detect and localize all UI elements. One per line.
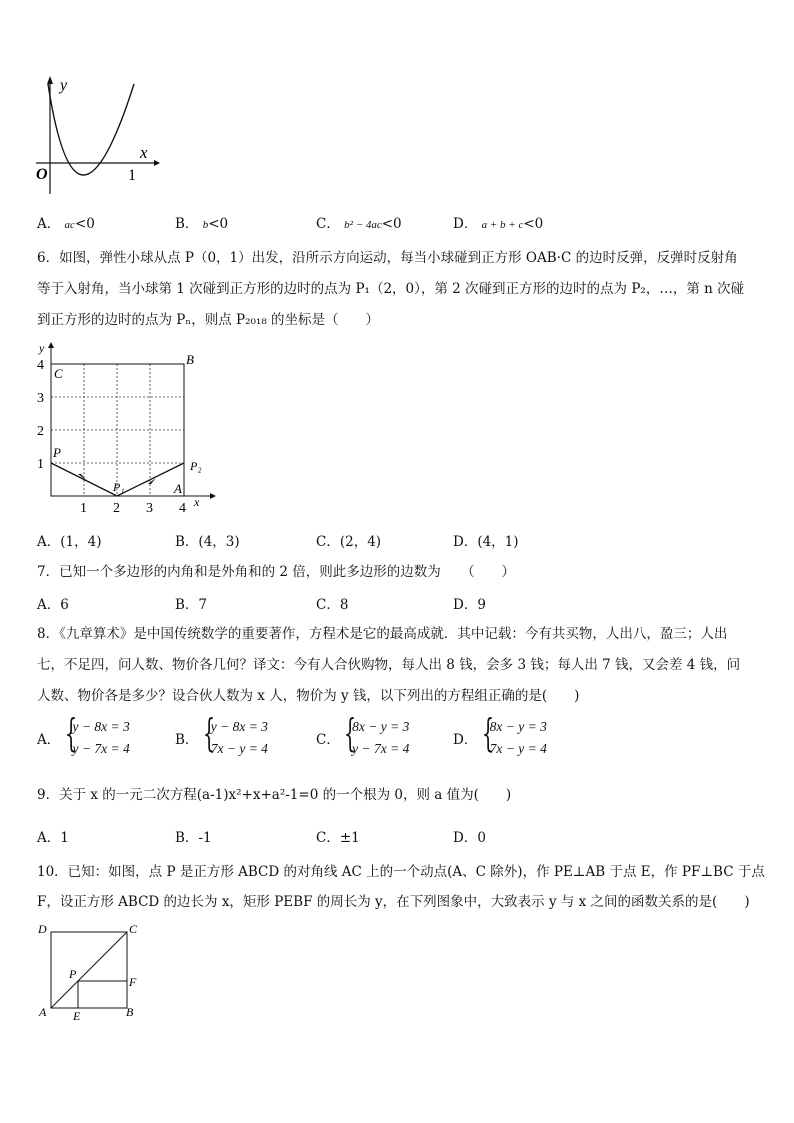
q6-stem-line-2: 等于入射角，当小球第 1 次碰到正方形的边时的点为 P₁（2，0），第 2 次碰到正方形的边时的点为 P₂，…，第 n 次碰 [37,281,745,297]
equation-1: y − 8x = 3 [210,719,268,734]
q7-option-a[interactable] [37,593,69,613]
option-letter: A． [37,732,61,748]
q7-option-c[interactable] [316,593,348,613]
q6-grid [51,364,184,496]
q10-label-e: E [73,1009,81,1023]
q6-label-p1: P₁ [113,480,125,494]
option-letter: B． [175,216,199,232]
q8-stem-line-2: 七，不足四，问人数、物价各几何？译文：今有人合伙购物，每人出 8 钱，会多 3 钱；每人出 7 钱，又会差 4 钱，问 [37,657,741,673]
equation-2: 7x − y = 4 [489,741,547,756]
option-letter: C． [316,830,340,846]
q8-option-a[interactable] [37,711,130,760]
equation-system: { 8x − y = 3 y − 7x = 4 [344,716,409,760]
q6-y-arrow [48,342,54,348]
q9-option-a[interactable] [37,826,69,846]
option-rel: <0 [523,216,544,232]
option-letter: C． [316,597,340,613]
q5-origin-label: O [36,166,48,183]
q6-label-b: B [186,352,194,367]
option-letter: C． [316,732,340,748]
option-letter: A． [37,597,61,613]
q10-rect-pebf [78,981,127,1008]
option-expr: ac [64,219,75,231]
equation-1: 8x − y = 3 [489,719,547,734]
q10-label-f: F [129,975,137,989]
q5-option-c[interactable] [316,212,402,232]
option-letter: D． [453,216,478,232]
q6-label-p: P [53,445,61,460]
q6-y-tick-3: 3 [37,391,44,406]
option-text: 9 [477,597,486,613]
option-expr: b² − 4ac [344,219,382,231]
option-letter: D． [453,597,478,613]
equation-1: y − 8x = 3 [72,719,130,734]
q6-x-label: x [194,495,200,509]
q7-option-d[interactable] [453,593,486,613]
q5-x-arrow [154,160,160,166]
equation-system: { y − 8x = 3 7x − y = 4 [203,716,268,760]
q5-option-d[interactable] [453,212,543,232]
option-letter: A． [37,534,61,550]
equation-1: 8x − y = 3 [352,719,410,734]
q8-stem-line-3: 人数、物价各是多少？设合伙人数为 x 人，物价为 y 钱，以下列出的方程组正确的是( ) [37,688,580,704]
q5-y-arrow [47,76,53,84]
q9-option-c[interactable] [316,826,360,846]
equation-system: { 8x − y = 3 7x − y = 4 [482,716,547,760]
option-text: 7 [198,597,208,613]
q9-option-b[interactable] [175,826,212,846]
q6-y-tick-4: 4 [37,358,44,373]
q6-y-tick-2: 2 [37,424,44,439]
q10-label-c: C [129,922,138,936]
q6-square-figure [30,338,220,518]
option-text: -1 [198,830,212,846]
q6-stem-line-1: 6．如图，弹性小球从点 P（0，1）出发，沿所示方向运动，每当小球碰到正方形 OAB·C 的边时反弹，反弹时反射角 [37,250,738,266]
q10-stem-line-2: F，设正方形 ABCD 的边长为 x，矩形 PEBF 的周长为 y，在下列图象中，大致表示 y 与 x 之间的函数关系的是( ) [37,894,750,910]
q5-parabola-graph [36,76,160,196]
q6-x-tick-4: 4 [179,501,186,516]
q6-option-a[interactable] [37,530,101,550]
option-expr: b [202,219,209,231]
option-text: 1 [60,830,69,846]
q6-option-b[interactable] [175,530,240,550]
q10-label-d: D [38,922,47,936]
q6-x-tick-2: 2 [113,501,120,516]
q7-stem: 7．已知一个多边形的内角和是外角和的 2 倍，则此多边形的边数为 （ ） [37,564,516,580]
q5-option-b[interactable] [175,212,228,232]
q6-stem-line-3: 到正方形的边时的点为 Pₙ，则点 P₂₀₁₈ 的坐标是（ ） [37,312,380,328]
q7-option-b[interactable] [175,593,207,613]
q6-label-c: C [54,366,63,381]
option-letter: B． [175,534,199,550]
q5-parabola-curve [48,84,134,175]
option-letter: A． [37,830,61,846]
q6-option-d[interactable] [453,530,519,550]
option-letter: C． [316,534,340,550]
option-letter: B． [175,732,199,748]
option-letter: D． [453,534,478,550]
option-rel: <0 [208,216,229,232]
option-letter: A． [37,216,61,232]
q6-y-tick-1: 1 [37,457,44,472]
q6-label-p2: P₂ [190,459,202,473]
option-text: 0 [477,830,486,846]
q10-label-b: B [126,1005,134,1019]
option-letter: B． [175,597,199,613]
equation-system: { y − 8x = 3 y − 7x = 4 [65,716,130,760]
q6-option-c[interactable] [316,530,381,550]
q10-label-a: A [39,1005,47,1019]
q10-label-p: P [69,967,77,981]
equation-2: 7x − y = 4 [210,741,268,756]
option-text: (1，4) [60,534,102,550]
option-rel: <0 [381,216,402,232]
q8-option-d[interactable] [453,711,547,760]
q6-label-a: A [174,481,182,496]
option-letter: D． [453,732,478,748]
option-text: (4，1) [477,534,519,550]
option-text: ±1 [339,830,360,846]
q10-diagonal-ac [51,932,127,1008]
q6-x-arrow [210,493,216,499]
option-text: (2，4) [339,534,382,550]
q8-option-c[interactable] [316,711,410,760]
q5-tick-1: 1 [128,167,136,184]
q8-option-b[interactable] [175,711,268,760]
q6-x-tick-1: 1 [80,501,87,516]
option-text: (4，3) [198,534,240,550]
option-text: 6 [60,597,69,613]
option-letter: C． [316,216,340,232]
q5-option-a[interactable] [37,212,95,232]
option-rel: <0 [74,216,95,232]
equation-2: y − 7x = 4 [72,741,130,756]
equation-2: y − 7x = 4 [352,741,410,756]
q6-x-tick-3: 3 [146,501,153,516]
q6-y-label: y [39,341,45,355]
option-text: 8 [339,597,349,613]
q10-square-figure [36,920,146,1024]
q9-option-d[interactable] [453,826,486,846]
q5-x-label: x [140,143,148,162]
q8-stem-line-1: 8．《九章算术》是中国传统数学的重要著作，方程术是它的最高成就．其中记载：今有共买物，人出八，盈三；人出 [37,626,728,642]
q9-stem: 9．关于 x 的一元二次方程(a-1)x²+x+a²-1=0 的一个根为 0，则 a 值为( ) [37,787,512,803]
option-expr: a + b + c [481,219,524,231]
q5-y-label: y [60,77,68,94]
q10-stem-line-1: 10．已知：如图，点 P 是正方形 ABCD 的对角线 AC 上的一个动点(A、C 除外)，作 PE⊥AB 于点 E，作 PF⊥BC 于点 [37,864,765,880]
option-letter: D． [453,830,478,846]
option-letter: B． [175,830,199,846]
